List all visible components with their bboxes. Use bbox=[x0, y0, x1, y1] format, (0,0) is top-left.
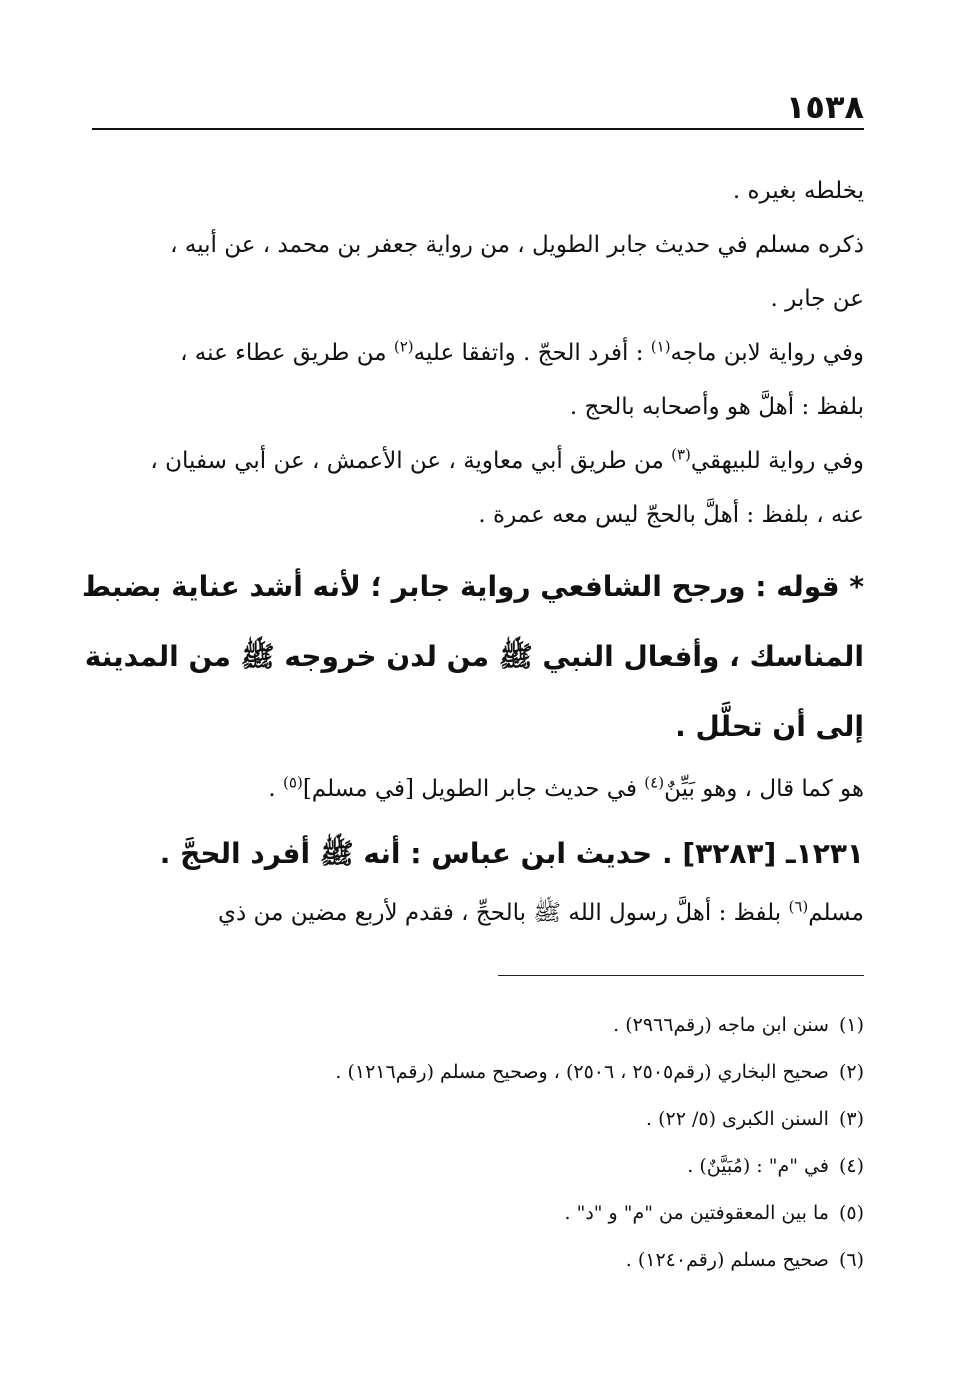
paragraph-line bbox=[92, 326, 864, 380]
paragraph-line: يخلطه بغيره . bbox=[732, 178, 864, 204]
footnote-ref[interactable]: (٣) bbox=[671, 445, 691, 464]
header-rule bbox=[92, 128, 864, 130]
footnote-text: سنن ابن ماجه (رقم٢٩٦٦) . bbox=[613, 1014, 829, 1036]
text-run: بلفظ : أهلَّ رسول الله ﷺ بالحجِّ ، فقدم لأربع مضين من ذي bbox=[218, 900, 789, 926]
text-run: في حديث جابر الطويل [في مسلم] bbox=[302, 776, 645, 802]
footnote-number: (٥) bbox=[838, 1202, 864, 1224]
footnote-text: صحيح البخاري (رقم٢٥٠٥ ، ٢٥٠٦) ، وصحيح مسلم (رقم١٢١٦) . bbox=[335, 1061, 829, 1083]
footnote bbox=[92, 1190, 864, 1237]
footnote-ref[interactable]: (٥) bbox=[283, 773, 303, 792]
paragraph-line bbox=[92, 762, 864, 816]
page-header bbox=[92, 88, 864, 126]
footnote-ref[interactable]: (٤) bbox=[644, 773, 665, 792]
footnote-text: ما بين المعقوفتين من "م" و "د" . bbox=[564, 1202, 829, 1224]
footnote-text: صحيح مسلم (رقم١٢٤٠) . bbox=[625, 1249, 829, 1271]
hadith-heading: ١٢٣١ـ [٣٢٨٣] . حديث ابن عباس : أنه ﷺ أفرد الحجَّ . bbox=[159, 837, 864, 870]
paragraph-line bbox=[92, 434, 864, 488]
page-number: ١٥٣٨ bbox=[785, 88, 864, 126]
footnote bbox=[92, 1237, 864, 1284]
text-run: من طريق أبي معاوية ، عن الأعمش ، عن أبي سفيان ، bbox=[150, 448, 672, 474]
paragraph-line: بلفظ : أهلَّ هو وأصحابه بالحج . bbox=[569, 394, 864, 420]
main-text bbox=[81, 164, 864, 940]
footnote-number: (٦) bbox=[838, 1249, 864, 1271]
footnote-number: (٤) bbox=[838, 1155, 864, 1177]
footnote-ref[interactable]: (١) bbox=[650, 337, 671, 356]
footnote bbox=[92, 1049, 864, 1096]
footnote-ref[interactable]: (٢) bbox=[393, 337, 414, 356]
text-run: هو كما قال ، وهو بَيِّنٌ bbox=[664, 776, 864, 802]
quote-line: المناسك ، وأفعال النبي ﷺ من لدن خروجه ﷺ من المدينة bbox=[84, 640, 864, 673]
quoted-statement bbox=[81, 552, 864, 762]
text-run: وفي رواية لابن ماجه bbox=[670, 340, 864, 366]
footnote-text: السنن الكبرى (٥/ ٢٢) . bbox=[645, 1108, 829, 1130]
text-run: . bbox=[268, 776, 284, 802]
text-run: وفي رواية للبيهقي bbox=[690, 448, 864, 474]
text-run: مسلم bbox=[808, 900, 864, 926]
text-run: : أفرد الحجّ . واتفقا عليه bbox=[413, 340, 651, 366]
paragraph-line: عنه ، بلفظ : أهلَّ بالحجّ ليس معه عمرة . bbox=[478, 502, 864, 528]
quote-line: إلى أن تحلَّل . bbox=[675, 710, 864, 743]
footnotes bbox=[92, 1002, 864, 1284]
paragraph-line: عن جابر . bbox=[770, 286, 864, 312]
footnote bbox=[92, 1143, 864, 1190]
footnote bbox=[92, 1096, 864, 1143]
text-run: من طريق عطاء عنه ، bbox=[180, 340, 394, 366]
footnote-separator bbox=[498, 975, 864, 976]
footnote-text: في "م" : (مُبَيَّنٌ) . bbox=[687, 1155, 829, 1177]
paragraph-line: ذكره مسلم في حديث جابر الطويل ، من رواية جعفر بن محمد ، عن أبيه ، bbox=[170, 232, 864, 258]
quote-line: * قوله : ورجح الشافعي رواية جابر ؛ لأنه أشد عناية بضبط bbox=[81, 570, 864, 603]
footnote-number: (٢) bbox=[838, 1061, 864, 1083]
paragraph-line bbox=[92, 886, 864, 940]
footnote-ref[interactable]: (٦) bbox=[788, 897, 809, 916]
book-page bbox=[81, 0, 864, 1384]
footnote bbox=[92, 1002, 864, 1049]
footnote-number: (٣) bbox=[838, 1108, 864, 1130]
footnote-number: (١) bbox=[838, 1014, 864, 1036]
